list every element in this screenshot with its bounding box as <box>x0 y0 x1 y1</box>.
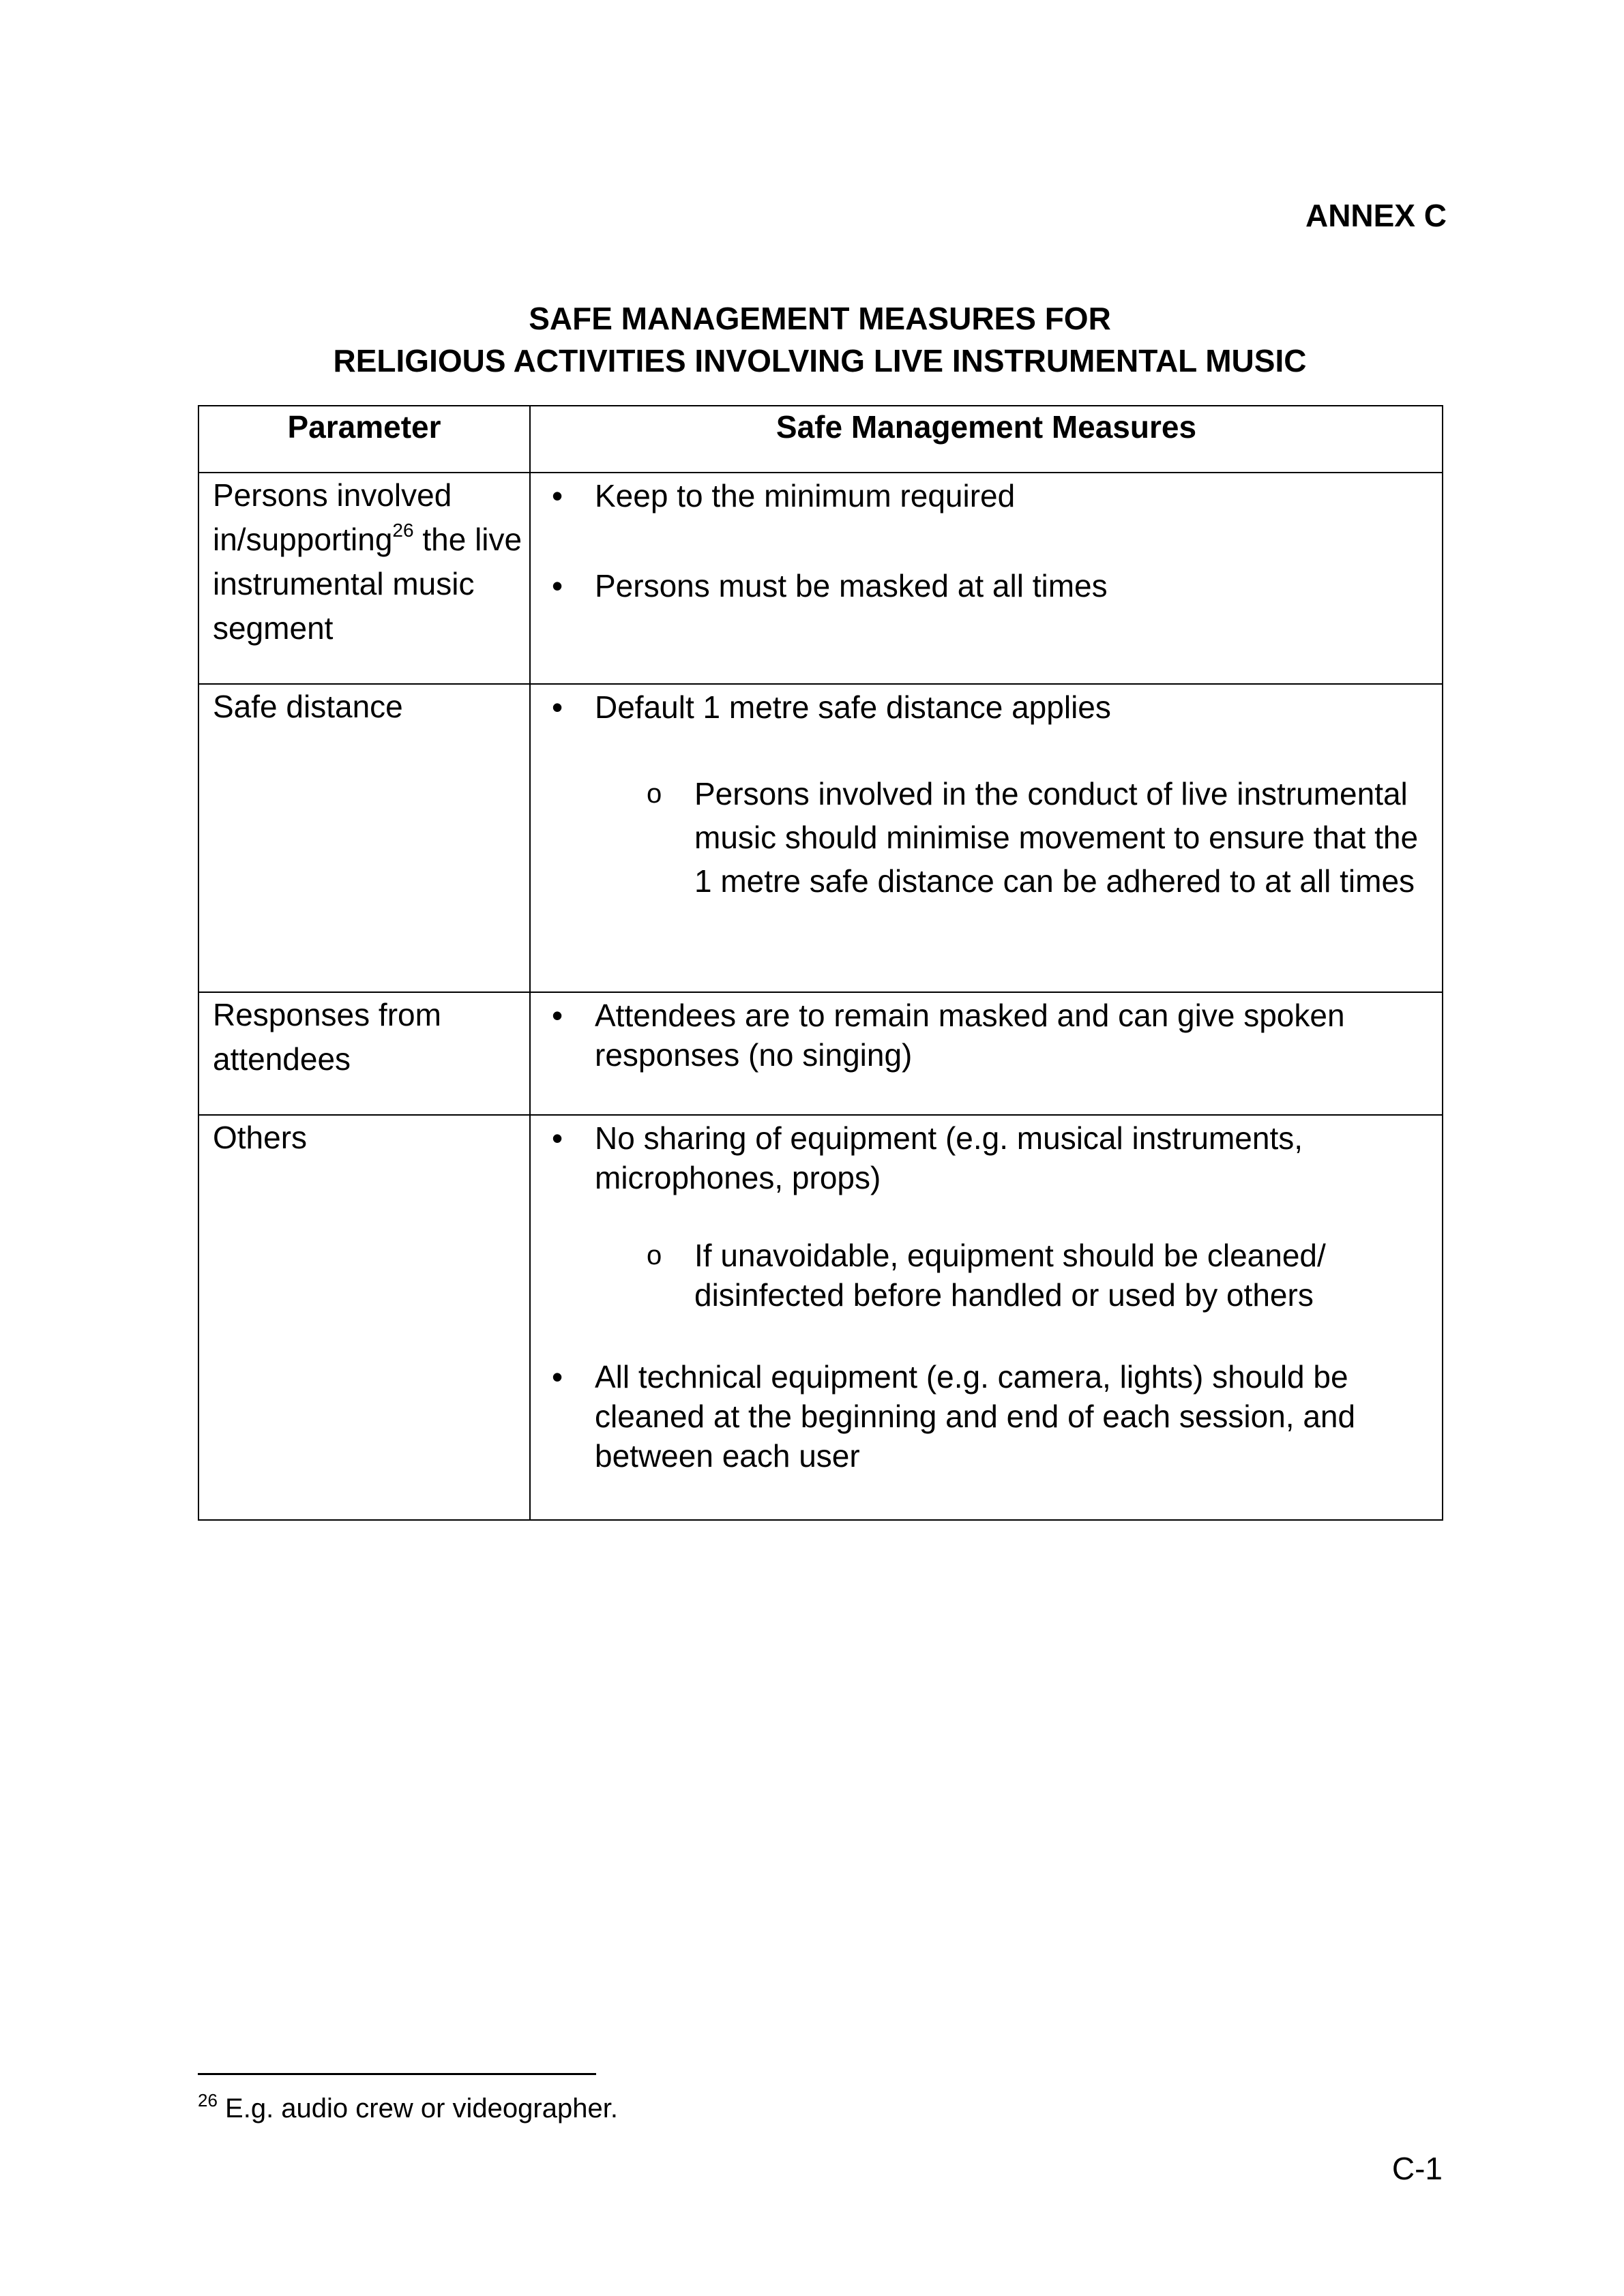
bullet-text: Keep to the minimum required <box>595 478 1016 513</box>
parameter-text: Others <box>213 1120 308 1155</box>
parameter-text: Safe distance <box>213 689 403 724</box>
table-row <box>198 992 1443 1115</box>
footnote <box>198 2091 618 2126</box>
parameter-text <box>199 473 529 651</box>
table-row <box>198 473 1443 684</box>
bullet-icon: • <box>551 689 563 725</box>
measures-cell <box>530 992 1443 1115</box>
title-line-2: RELIGIOUS ACTIVITIES INVOLVING LIVE INSTRUMENTAL MUSIC <box>333 343 1307 378</box>
bullet-text: Persons must be masked at all times <box>595 568 1108 603</box>
parameter-text-end: the live instrumental music segment <box>213 522 522 646</box>
bullet-item <box>531 1118 1442 1197</box>
parameter-cell <box>198 992 530 1115</box>
column-header-parameter: Parameter <box>198 406 530 473</box>
sub-bullet-text: Persons involved in the conduct of live instrumental music should minimise movement to ensure that the 1 metre safe distance can be adhered to at all times <box>694 776 1419 899</box>
bullet-icon: • <box>551 478 563 513</box>
column-header-measures: Safe Management Measures <box>530 406 1443 473</box>
sub-bullet-icon: o <box>647 1240 662 1270</box>
measures-table <box>198 405 1443 1521</box>
document-title <box>198 297 1442 382</box>
page-number: C-1 <box>1391 2151 1443 2186</box>
sub-bullet-icon: o <box>647 779 662 809</box>
bullet-text: No sharing of equipment (e.g. musical instruments, microphones, props) <box>595 1120 1303 1195</box>
footnote-number: 26 <box>198 2090 218 2111</box>
parameter-cell <box>198 1115 530 1520</box>
measures-cell <box>530 684 1443 992</box>
table-header-row <box>198 406 1443 473</box>
bullet-icon: • <box>551 1120 563 1156</box>
title-line-1: SAFE MANAGEMENT MEASURES FOR <box>529 301 1111 336</box>
footnote-text: E.g. audio crew or videographer. <box>217 2093 618 2123</box>
bullet-item <box>531 566 1442 606</box>
measures-cell <box>530 1115 1443 1520</box>
sub-bullet-text: If unavoidable, equipment should be cleaned/ disinfected before handled or used by others <box>694 1238 1326 1313</box>
table-row <box>198 1115 1443 1520</box>
bullet-text: Default 1 metre safe distance applies <box>595 689 1111 725</box>
sub-bullet-item <box>531 1236 1442 1315</box>
bullet-item <box>531 1357 1442 1476</box>
parameter-cell <box>198 473 530 684</box>
bullet-item <box>531 996 1442 1075</box>
bullet-text: Attendees are to remain masked and can give spoken responses (no singing) <box>595 998 1345 1073</box>
parameter-text-start: Persons involved in/supporting <box>213 477 452 557</box>
bullet-item <box>531 687 1442 727</box>
parameter-cell <box>198 684 530 992</box>
table-row <box>198 684 1443 992</box>
measures-cell <box>530 473 1443 684</box>
bullet-icon: • <box>551 998 563 1033</box>
bullet-item <box>531 476 1442 516</box>
bullet-icon: • <box>551 1359 563 1395</box>
footnote-divider <box>198 2073 596 2075</box>
bullet-text: All technical equipment (e.g. camera, lights) should be cleaned at the beginning and end of each session, and between each user <box>595 1359 1356 1474</box>
parameter-text: Responses from attendees <box>213 997 441 1077</box>
footnote-reference: 26 <box>392 520 414 541</box>
bullet-icon: • <box>551 568 563 603</box>
sub-bullet-item <box>531 772 1442 903</box>
annex-label: ANNEX C <box>1305 198 1447 233</box>
